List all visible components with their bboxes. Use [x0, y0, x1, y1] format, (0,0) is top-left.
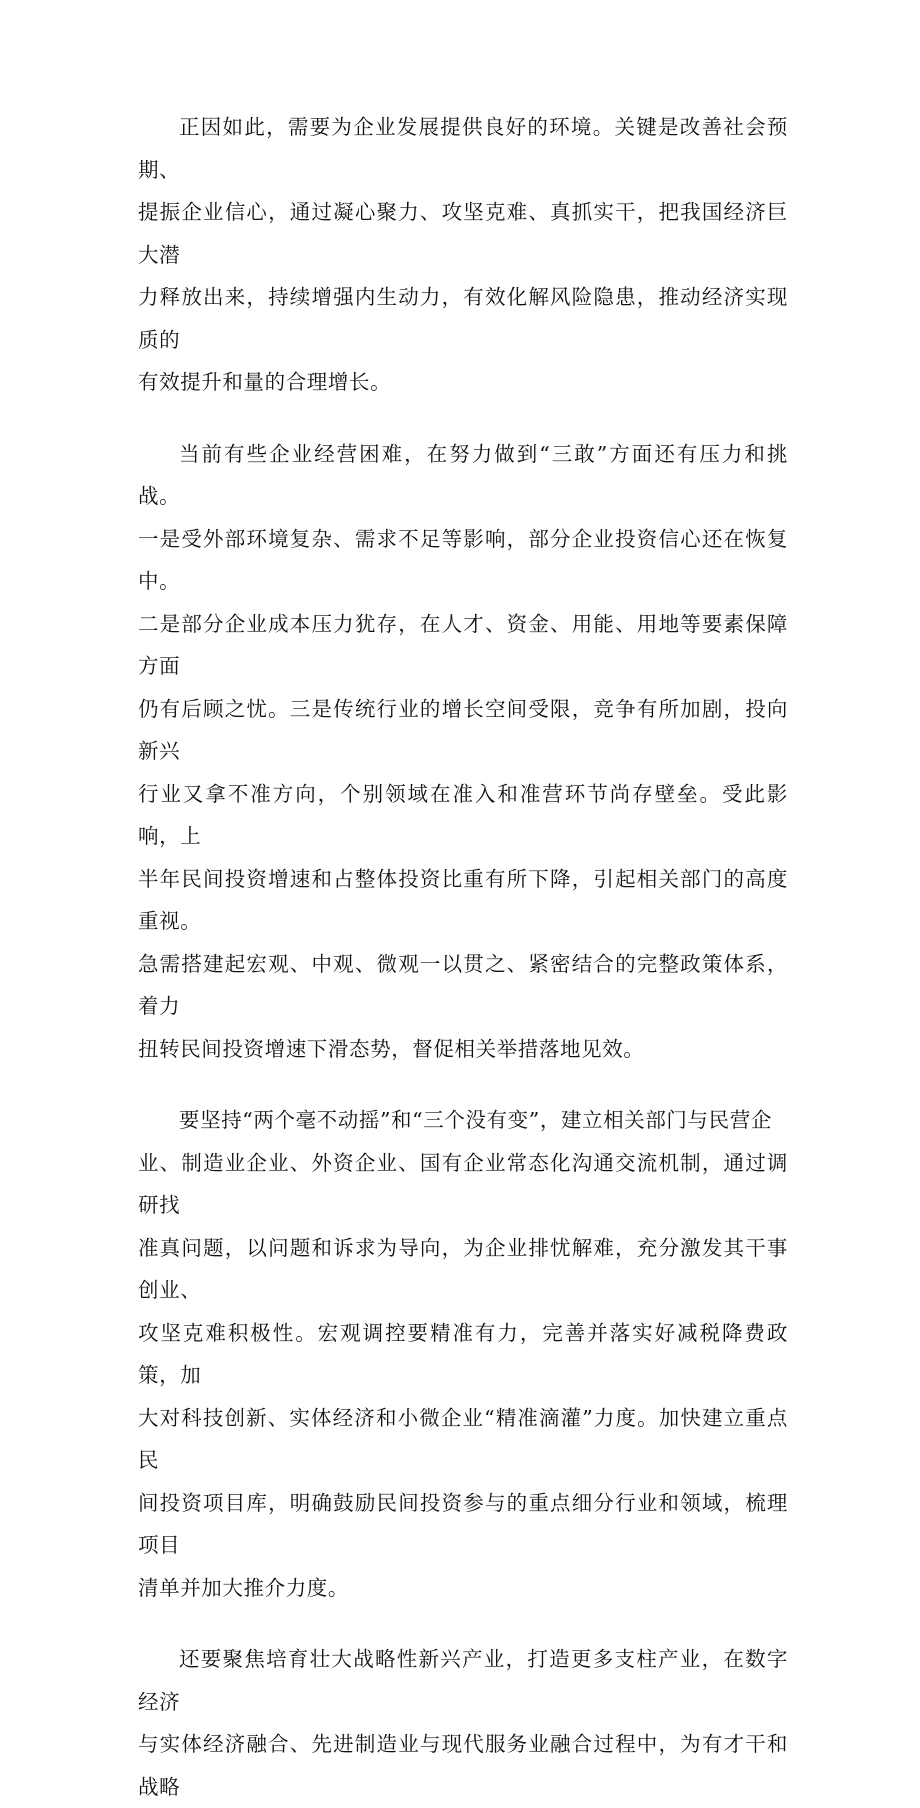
paragraph-4: 还要聚焦培育壮大战略性新兴产业，打造更多支柱产业，在数字经济 与实体经济融合、先进制造业与现代服务业融合过程中，为有才干和战略 [138, 1647, 788, 1799]
paragraph-2: 当前有些企业经营困难，在努力做到“三敢”方面还有压力和挑战。 一是受外部环境复杂、需求不足等影响，部分企业投资信心还在恢复中。 二是部分企业成本压力犹存，在人才、资金、用能、用地等要素保障方面 仍有后顾之忧。三是传统行业的增长空间受限，竞争有所加剧，投向新兴 行业又拿不准方向，个别领域在准入和准营环节尚存壁垒。受此影响，上 半年民间投资增速和占整体投资比重有所下降，引起相关部门的高度重视。 急需搭建起宏观、中观、微观一以贯之、紧密结合的完整政策体系，着力 扭转民间投资增速下滑态势，督促相关举措落地见效。 [138, 441, 788, 1061]
paragraph-1: 正因如此，需要为企业发展提供良好的环境。关键是改善社会预期、 提振企业信心，通过凝心聚力、攻坚克难、真抓实干，把我国经济巨大潜 力释放出来，持续增强内生动力，有效化解风险隐患，推动经济实现质的 有效提升和量的合理增长。 [138, 115, 788, 394]
document-body [138, 106, 788, 1808]
paragraph-3: 要坚持“两个毫不动摇”和“三个没有变”，建立相关部门与民营企 业、制造业企业、外资企业、国有企业常态化沟通交流机制，通过调研找 准真问题，以问题和诉求为导向，为企业排忧解难，充分激发其干事创业、 攻坚克难积极性。宏观调控要精准有力，完善并落实好减税降费政策，加 大对科技创新、实体经济和小微企业“精准滴灌”力度。加快建立重点民 间投资项目库，明确鼓励民间投资参与的重点细分行业和领域，梳理项目 清单并加大推介力度。 [138, 1108, 788, 1600]
